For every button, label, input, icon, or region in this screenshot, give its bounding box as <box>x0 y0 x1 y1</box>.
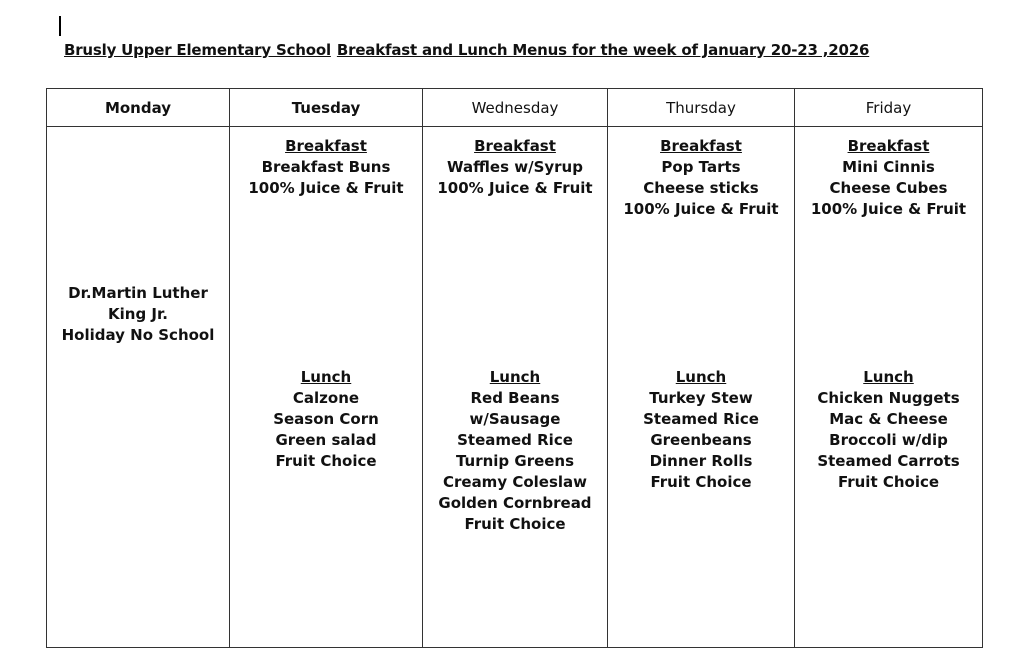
tuesday-breakfast <box>230 136 422 199</box>
breakfast-heading: Breakfast <box>660 137 742 155</box>
menu-item: Cheese sticks <box>643 179 759 197</box>
menu-row <box>47 127 983 648</box>
breakfast-heading: Breakfast <box>474 137 556 155</box>
wednesday-cell <box>423 127 608 648</box>
thursday-lunch <box>608 367 794 493</box>
day-header-row <box>47 89 983 127</box>
tuesday-cell <box>230 127 423 648</box>
menu-item: Golden Cornbread <box>438 494 592 512</box>
menu-item: Steamed Rice <box>457 431 573 449</box>
menu-item: 100% Juice & Fruit <box>437 179 593 197</box>
friday-cell <box>795 127 983 648</box>
menu-item: Chicken Nuggets <box>817 389 960 407</box>
menu-item: 100% Juice & Fruit <box>248 179 404 197</box>
holiday-note-line: Dr.Martin Luther <box>68 284 208 302</box>
lunch-heading: Lunch <box>863 368 914 386</box>
menu-item: Season Corn <box>273 410 379 428</box>
holiday-note <box>47 283 229 346</box>
menu-item: Red Beans <box>470 389 560 407</box>
wednesday-breakfast <box>423 136 607 199</box>
page-title <box>58 41 869 59</box>
friday-lunch <box>795 367 982 493</box>
menu-item: w/Sausage <box>469 410 561 428</box>
menu-item: 100% Juice & Fruit <box>810 200 967 218</box>
menu-item: Turnip Greens <box>455 452 575 470</box>
menu-item: Breakfast Buns <box>261 158 391 176</box>
menu-item: Fruit Choice <box>275 452 377 470</box>
breakfast-heading: Breakfast <box>285 137 367 155</box>
text-cursor <box>59 16 61 36</box>
menu-item: Dinner Rolls <box>649 452 753 470</box>
menu-item: Broccoli w/dip <box>829 431 948 449</box>
day-header-monday: Monday <box>47 89 230 127</box>
menu-item: Steamed Carrots <box>817 452 960 470</box>
menu-item: Pop Tarts <box>661 158 741 176</box>
menu-item: Green salad <box>275 431 377 449</box>
monday-cell <box>47 127 230 648</box>
menu-table <box>46 88 983 648</box>
menu-item: Turkey Stew <box>649 389 753 407</box>
menu-item: 100% Juice & Fruit <box>623 200 779 218</box>
day-header-wednesday: Wednesday <box>423 89 608 127</box>
menu-item: Mac & Cheese <box>829 410 948 428</box>
menu-item: Steamed Rice <box>643 410 759 428</box>
thursday-cell <box>608 127 795 648</box>
menu-item: Calzone <box>292 389 360 407</box>
lunch-heading: Lunch <box>675 368 727 386</box>
menu-item: Cheese Cubes <box>829 179 948 197</box>
menu-item: Fruit Choice <box>464 515 566 533</box>
menu-item: Greenbeans <box>650 431 752 449</box>
breakfast-heading: Breakfast <box>847 137 930 155</box>
menu-item: Creamy Coleslaw <box>442 473 587 491</box>
day-header-thursday: Thursday <box>608 89 795 127</box>
menu-item: Fruit Choice <box>837 473 940 491</box>
day-header-friday: Friday <box>795 89 983 127</box>
holiday-note-line: Holiday No School <box>61 326 215 344</box>
holiday-note-line: King Jr. <box>108 305 168 323</box>
menu-item: Mini Cinnis <box>842 158 935 176</box>
tuesday-lunch <box>230 367 422 472</box>
lunch-heading: Lunch <box>489 368 541 386</box>
day-header-tuesday: Tuesday <box>230 89 423 127</box>
menu-title: Breakfast and Lunch Menus for the week of January 20-23 ,2026 <box>336 41 870 59</box>
school-name: Brusly Upper Elementary School <box>64 41 331 59</box>
friday-breakfast <box>795 136 982 220</box>
thursday-breakfast <box>608 136 794 220</box>
menu-item: Waffles w/Syrup <box>447 158 583 176</box>
lunch-heading: Lunch <box>300 368 352 386</box>
menu-item: Fruit Choice <box>650 473 752 491</box>
wednesday-lunch <box>423 367 607 535</box>
